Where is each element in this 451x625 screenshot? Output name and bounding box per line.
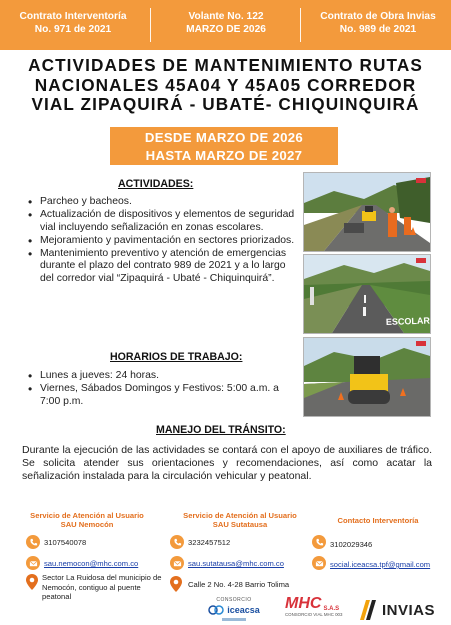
traffic-text: Durante la ejecución de las actividades se contará con el apoyo de auxiliares de tráfico. Se solicita atender sus orientaciones y recomendaciones, así como acatar la señalización instalada para la circulación vehicular y peatonal. xyxy=(22,444,432,483)
header-divider xyxy=(300,8,301,42)
email-icon xyxy=(170,556,184,570)
contact-nemocon-email[interactable]: sau.nemocon@mhc.com.co xyxy=(44,559,139,568)
contact-interventoria-email[interactable]: social.iceacsa.tpf@gmail.com xyxy=(330,560,431,569)
activities-heading: ACTIVIDADES: xyxy=(118,178,194,190)
schedule-list xyxy=(28,370,300,409)
location-pin-icon xyxy=(170,576,182,592)
contact-nemocon-heading: Servicio de Atención al Usuario SAU Nemocón xyxy=(30,511,144,530)
phone-icon xyxy=(312,535,326,549)
email-icon xyxy=(26,556,40,570)
phone-icon xyxy=(170,535,184,549)
list-item: • Viernes, Sábados Domingos y Festivos: 5:00 a.m. a 7:00 p.m. xyxy=(28,383,300,408)
contact-nemocon-address: Sector La Ruidosa del municipio de Nemocón, contiguo al puente peatonal xyxy=(42,573,162,602)
iceacsa-emblem-icon xyxy=(208,604,224,616)
page-title: ACTIVIDADES DE MANTENIMIENTO RUTAS NACIONALES 45A04 Y 45A05 CORREDOR VIAL ZIPAQUIRÁ - UBATÉ- CHIQUINQUIRÁ xyxy=(28,55,423,114)
photo-road-paving-image xyxy=(304,173,430,251)
contact-sutatausa-address: Calle 2 No. 4-28 Barrio Tolima xyxy=(188,580,290,589)
list-item: • Actualización de dispositivos y elementos de seguridad vial incluyendo señalización en zonas escolares. xyxy=(28,209,296,234)
photo-road-marking-image xyxy=(304,255,430,333)
header-volante: Volante No. 122 MARZO DE 2026 xyxy=(186,11,266,35)
header-contract-obra: Contrato de Obra Invias No. 989 de 2021 xyxy=(320,11,436,35)
header-bar xyxy=(0,0,451,50)
contact-sutatausa-email[interactable]: sau.sutatausa@mhc.com.co xyxy=(188,559,284,568)
contact-sutatausa-heading: Servicio de Atención al Usuario SAU Sutatausa xyxy=(183,511,297,530)
contact-nemocon-phone[interactable]: 3107540078 xyxy=(44,538,87,547)
list-item: • Mejoramiento y pavimentación en sectores priorizados. xyxy=(28,235,296,248)
mhc-logo: MHC S.A.S CONSORCIO VIAL MHC 003 xyxy=(285,595,343,617)
contact-sutatausa-phone[interactable]: 3232457512 xyxy=(188,538,231,547)
email-icon xyxy=(312,556,326,570)
list-item: • Lunes a jueves: 24 horas. xyxy=(28,370,300,383)
contact-interventoria-heading: Contacto Interventoría xyxy=(337,516,419,525)
phone-icon xyxy=(26,535,40,549)
invias-logo: INVIAS xyxy=(360,598,444,622)
list-item: • Mantenimiento preventivo y atención de emergencias durante el plazo del contrato 989 de 2021 y a lo largo del corredor vial “Zipaquirá - Ubaté - Chiquinquirá”. xyxy=(28,248,296,286)
photo-road-roller-image xyxy=(304,338,430,416)
photo-road-paving xyxy=(303,172,431,252)
list-item: • Parcheo y bacheos. xyxy=(28,196,296,209)
header-contract-interventoria: Contrato Interventoría No. 971 de 2021 xyxy=(19,11,127,35)
date-range-banner: DESDE MARZO DE 2026 HASTA MARZO DE 2027 xyxy=(110,127,338,165)
iceacsa-logo: CONSORCIO iceacsa xyxy=(196,597,272,623)
photo-road-marking xyxy=(303,254,431,334)
schedule-heading: HORARIOS DE TRABAJO: xyxy=(110,351,243,363)
photo-road-roller xyxy=(303,337,431,417)
location-pin-icon xyxy=(26,574,38,590)
invias-emblem-icon xyxy=(360,600,378,620)
road-marking-text: ESCOLAR xyxy=(385,315,430,327)
contact-interventoria-phone[interactable]: 3102029346 xyxy=(330,540,373,549)
iceacsa-sub-mark xyxy=(222,618,246,621)
traffic-heading: MANEJO DEL TRÁNSITO: xyxy=(156,424,286,436)
activities-list xyxy=(28,196,296,286)
header-divider xyxy=(150,8,151,42)
